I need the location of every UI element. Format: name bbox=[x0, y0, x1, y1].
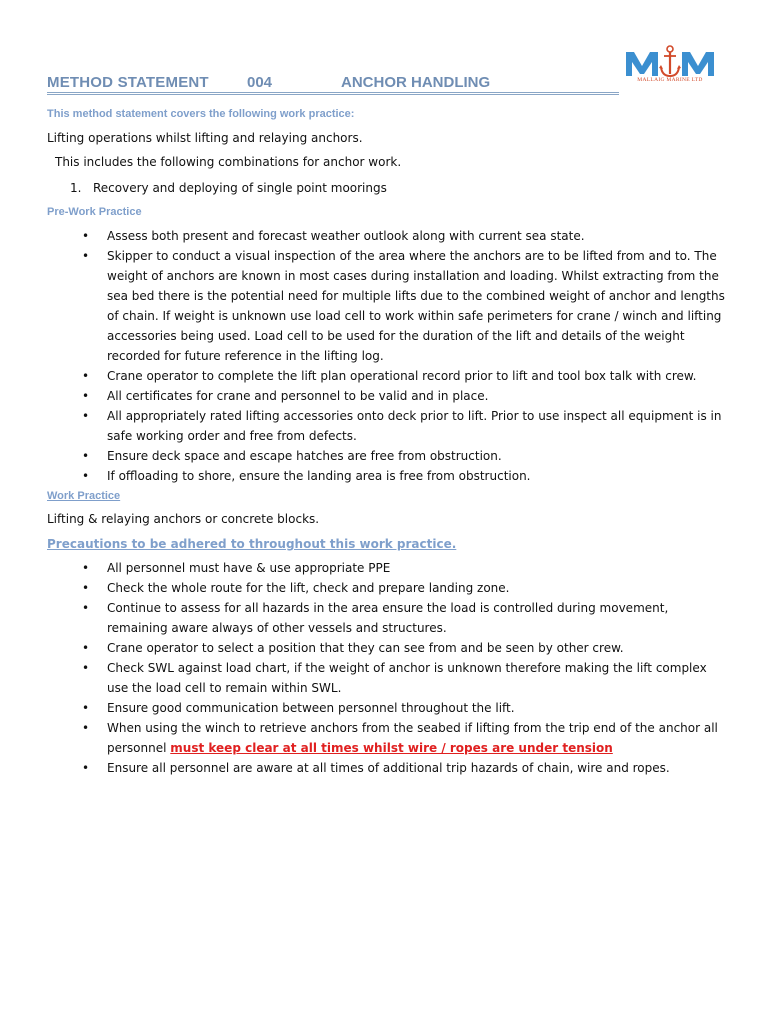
list-item-text: All personnel must have & use appropriate PPE bbox=[107, 561, 391, 575]
warning-text: must keep clear at all times whilst wire / ropes are under tension bbox=[170, 741, 613, 755]
intro-line-1: Lifting operations whilst lifting and relaying anchors. bbox=[47, 131, 363, 145]
list-item bbox=[80, 698, 728, 718]
list-item-text: Ensure all personnel are aware at all times of additional trip hazards of chain, wire and ropes. bbox=[107, 761, 670, 775]
intro-heading: This method statement covers the following work practice: bbox=[47, 108, 355, 120]
list-item bbox=[80, 406, 728, 446]
title-topic: ANCHOR HANDLING bbox=[341, 74, 491, 91]
precautions-list bbox=[80, 558, 728, 778]
list-item bbox=[80, 246, 728, 366]
bullet: • bbox=[82, 561, 90, 575]
list-item-text: Skipper to conduct a visual inspection of the area where the anchors are to be lifted from and to. The weight of anchors are known in most cases during installation and loading. Whilst extracting from the sea bed there is the potential need for multiple lifts due to the combined weight of anchor and lengths of chain. If weight is unknown use load cell to work within safe perimeters for crane / winch and lifting accessories being used. Load cell to be used for the duration of the lift and details of the weight recorded for future reference in the lifting log. bbox=[107, 249, 725, 363]
list-item bbox=[80, 598, 728, 638]
list-item bbox=[80, 386, 728, 406]
work-practice-line: Lifting & relaying anchors or concrete blocks. bbox=[47, 512, 320, 526]
numbered-marker: 1. bbox=[70, 181, 82, 195]
list-item-text: Check the whole route for the lift, check and prepare landing zone. bbox=[107, 581, 510, 595]
list-item bbox=[80, 578, 728, 598]
list-item-text: All appropriately rated lifting accessories onto deck prior to lift. Prior to use inspect all equipment is in safe working order and free from defects. bbox=[107, 409, 722, 443]
list-item-text: Assess both present and forecast weather outlook along with current sea state. bbox=[107, 229, 585, 243]
bullet: • bbox=[82, 601, 90, 615]
intro-line-2: This includes the following combinations for anchor work. bbox=[55, 155, 402, 169]
work-practice-heading: Work Practice bbox=[47, 490, 121, 502]
precautions-heading: Precautions to be adhered to throughout this work practice. bbox=[47, 537, 457, 551]
bullet: • bbox=[82, 761, 90, 775]
bullet: • bbox=[82, 721, 90, 735]
list-item-text: Crane operator to complete the lift plan operational record prior to lift and tool box talk with crew. bbox=[107, 369, 697, 383]
bullet: • bbox=[82, 641, 90, 655]
bullet: • bbox=[82, 409, 90, 423]
title-label: METHOD STATEMENT bbox=[47, 74, 209, 91]
document-title bbox=[47, 74, 619, 95]
bullet: • bbox=[82, 701, 90, 715]
list-item bbox=[80, 226, 728, 246]
title-number: 004 bbox=[247, 74, 273, 91]
numbered-item: Recovery and deploying of single point moorings bbox=[93, 181, 387, 195]
list-item-text: Continue to assess for all hazards in the area ensure the load is controlled during movement, remaining aware always of other vessels and structures. bbox=[107, 601, 669, 635]
list-item bbox=[80, 758, 728, 778]
list-item-text: All certificates for crane and personnel to be valid and in place. bbox=[107, 389, 489, 403]
list-item bbox=[80, 466, 728, 486]
bullet: • bbox=[82, 249, 90, 263]
list-item-text: Ensure good communication between personnel throughout the lift. bbox=[107, 701, 515, 715]
bullet: • bbox=[82, 581, 90, 595]
pre-work-heading: Pre-Work Practice bbox=[47, 206, 142, 218]
pre-work-list bbox=[80, 226, 728, 486]
list-item-text: Crane operator to select a position that they can see from and be seen by other crew. bbox=[107, 641, 624, 655]
list-item-text: When using the winch to retrieve anchors from the seabed if lifting from the trip end of the anchor all personnel bbox=[107, 721, 718, 755]
list-item bbox=[80, 718, 728, 758]
bullet: • bbox=[82, 229, 90, 243]
anchor-logo-icon bbox=[622, 44, 718, 78]
list-item bbox=[80, 366, 728, 386]
bullet: • bbox=[82, 449, 90, 463]
company-logo bbox=[622, 44, 718, 88]
logo-company-name: MALLAIG MARINE LTD bbox=[637, 77, 703, 83]
bullet: • bbox=[82, 369, 90, 383]
list-item bbox=[80, 446, 728, 466]
list-item-text: Ensure deck space and escape hatches are free from obstruction. bbox=[107, 449, 502, 463]
bullet: • bbox=[82, 389, 90, 403]
list-item bbox=[80, 638, 728, 658]
bullet: • bbox=[82, 661, 90, 675]
list-item bbox=[80, 558, 728, 578]
list-item bbox=[80, 658, 728, 698]
list-item-text: If offloading to shore, ensure the landing area is free from obstruction. bbox=[107, 469, 531, 483]
list-item-text: Check SWL against load chart, if the weight of anchor is unknown therefore making the lift complex use the load cell to remain within SWL. bbox=[107, 661, 707, 695]
bullet: • bbox=[82, 469, 90, 483]
